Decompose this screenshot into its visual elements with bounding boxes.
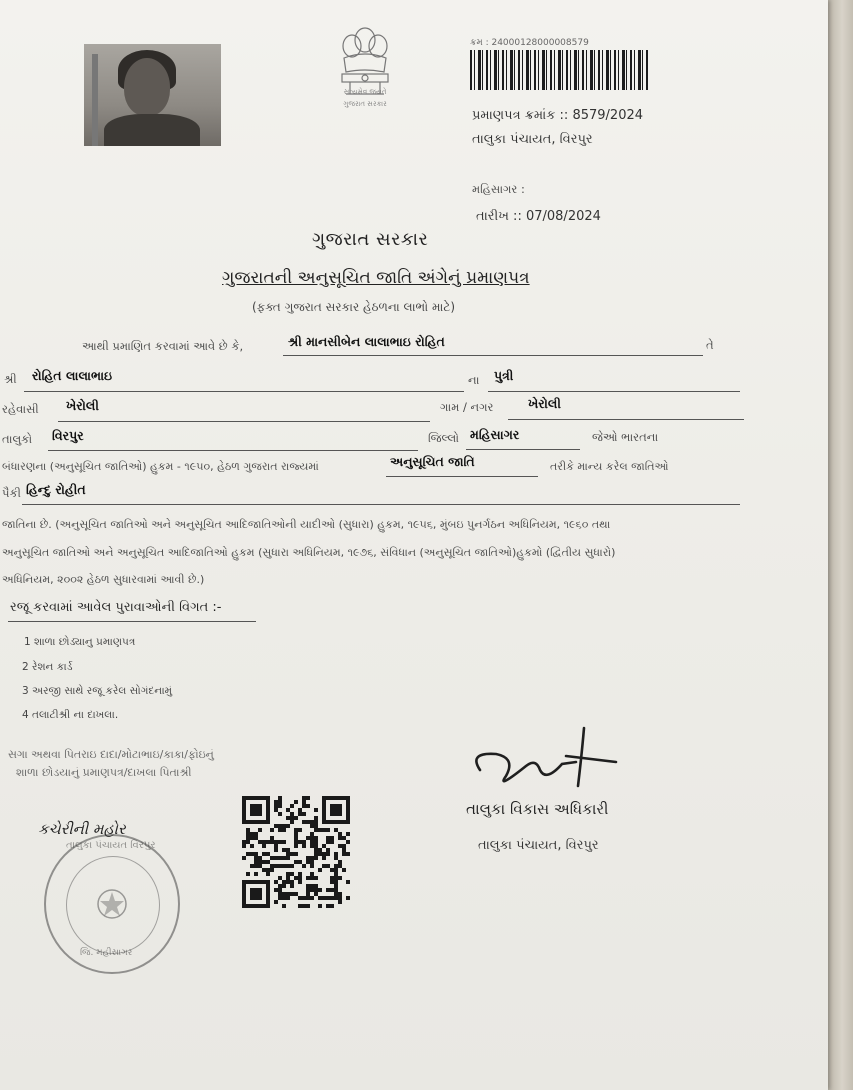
applicant-name: શ્રી માનસીબેન લાલાભાઇ રોહિત xyxy=(288,334,445,349)
village-label: ગામ / નગર xyxy=(440,400,494,414)
serial-number: ક્રમ : 24000128000008579 xyxy=(470,38,589,48)
certificate-title: ગુજરાતની અનુસૂચિત જાતિ અંગેનું પ્રમાણપત્ર xyxy=(222,268,530,288)
rule-name xyxy=(283,355,703,356)
rule-village xyxy=(508,419,744,420)
category-value: અનુસૂચિત જાતિ xyxy=(390,454,475,469)
officer-signature xyxy=(466,722,626,794)
name-suffix: તે xyxy=(706,338,714,352)
paragraph-line-2: અનુસૂચિત જાતિઓ અને અનુસૂચિત આદિજાતિઓ હુકમ (સુધારા અધિનિયમ, ૧૯૭૬, સંવિધાન (અનુસૂચિત જાતિઓ)હુકમો (દ્વિતીય સુધારો) xyxy=(2,546,616,559)
rule-district xyxy=(466,449,580,450)
barcode xyxy=(470,50,648,90)
emblem-caption-1: સત્યમેવ જયતે xyxy=(343,88,387,96)
header-district: મહિસાગર : xyxy=(472,182,525,196)
emblem-caption-2: ગુજરાત સરકાર xyxy=(343,100,387,108)
resident-value: ખેરોલી xyxy=(66,398,99,413)
rule-category xyxy=(386,476,538,477)
qr-code xyxy=(242,796,350,908)
date-row xyxy=(476,209,601,224)
rule-caste xyxy=(22,504,740,505)
relation-prefix: ના xyxy=(468,373,480,387)
certify-prefix: આથી પ્રમાણિત કરવામાં આવે છે કે, xyxy=(82,339,244,353)
village-value: ખેરોલી xyxy=(528,396,561,411)
seal-bottom-text: જિ. મહીસાગર xyxy=(80,948,133,958)
certificate-note: (ફક્ત ગુજરાત સરકાર હેઠળના લાભો માટે) xyxy=(252,300,456,314)
constitution-text: બંધારણના (અનુસૂચિત જાતિઓ) હુકમ - ૧૯૫૦, હેઠળ ગુજરાત રાજ્યમાં xyxy=(2,460,319,473)
rule-evidence-title xyxy=(8,621,256,622)
date-label: તારીખ :: xyxy=(476,209,522,224)
office-seal xyxy=(44,834,180,974)
evidence-item: 1 શાળા છોડ્યાનુ પ્રમાણપત્ર xyxy=(24,636,136,648)
rule-relation xyxy=(488,391,740,392)
evidence-title: રજૂ કરવામાં આવેલ પુરાવાઓની વિગત :- xyxy=(10,600,222,615)
issue-date: 07/08/2024 xyxy=(525,209,601,224)
signature-office: તાલુકા પંચાયત, વિરપુર xyxy=(478,838,599,853)
rule-resident xyxy=(58,421,430,422)
seal-ring-text: તાલુકા પંચાયત વિરપુર xyxy=(66,840,156,851)
rule-taluka xyxy=(48,450,418,451)
parent-name: રોહિત લાલાભાઇ xyxy=(32,368,113,383)
officer-designation: તાલુકા વિકાસ અધિકારી xyxy=(466,800,609,818)
caste-prefix: પૈકી xyxy=(2,486,21,500)
background-surface xyxy=(826,0,853,1090)
national-emblem xyxy=(322,20,408,120)
rule-parent xyxy=(24,391,464,392)
certificate-number: 8579/2024 xyxy=(572,108,644,123)
paragraph-line-3: અધિનિયમ, ૨૦૦૨ હેઠળ સુધારવામાં આવી છે.) xyxy=(2,573,205,586)
taluka-label: તાલુકો xyxy=(2,432,33,446)
certificate-number-label: પ્રમાણપત્ર ક્રમાંક :: xyxy=(472,108,569,123)
applicant-photo xyxy=(84,44,221,146)
stamp-caption: કચેરીની મહોર xyxy=(38,820,126,838)
evidence-item: 3 અરજી સાથે રજૂ કરેલ સોગંદનામું xyxy=(22,685,173,697)
relation: પુત્રી xyxy=(494,368,514,383)
resident-label: રહેવાસી xyxy=(2,402,39,416)
government-title: ગુજરાત સરકાર xyxy=(312,229,429,250)
caste-value: હિન્દુ રોહીત xyxy=(26,482,86,497)
paragraph-line-1: જાતિના છે. (અનુસૂચિત જાતિઓ અને અનુસૂચિત આદિજાતિઓની યાદીઓ (સુધારા) હુકમ, ૧૯૫૬, મુંબઇ પુનર્ગઠન અધિનિયમ, ૧૯૬૦ તથા xyxy=(2,518,611,531)
evidence-item: 4 તલાટીશ્રી ના દાખલા. xyxy=(22,709,119,721)
india-text: જેઓ ભારતના xyxy=(592,430,659,444)
faint-line-1: સગા અથવા પિતરાઇ દાદા/મોટાભાઇ/કાકા/ફોઇનું xyxy=(8,748,214,761)
parent-prefix: શ્રી xyxy=(4,372,17,386)
district-label: જિલ્લો xyxy=(428,431,460,445)
recognized-text: તરીકે માન્ય કરેલ જાતિઓ xyxy=(550,460,669,473)
evidence-item: 2 રેશન કાર્ડ xyxy=(22,661,73,673)
faint-line-2: શાળા છોડયાનું પ્રમાણપત્ર/દાખલા પિતાશ્રી xyxy=(16,766,192,779)
district-value: મહિસાગર xyxy=(470,427,520,442)
header-office: તાલુકા પંચાયત, વિરપુર xyxy=(472,132,593,147)
taluka-value: વિરપુર xyxy=(52,428,84,443)
certificate-number-row xyxy=(472,108,643,123)
